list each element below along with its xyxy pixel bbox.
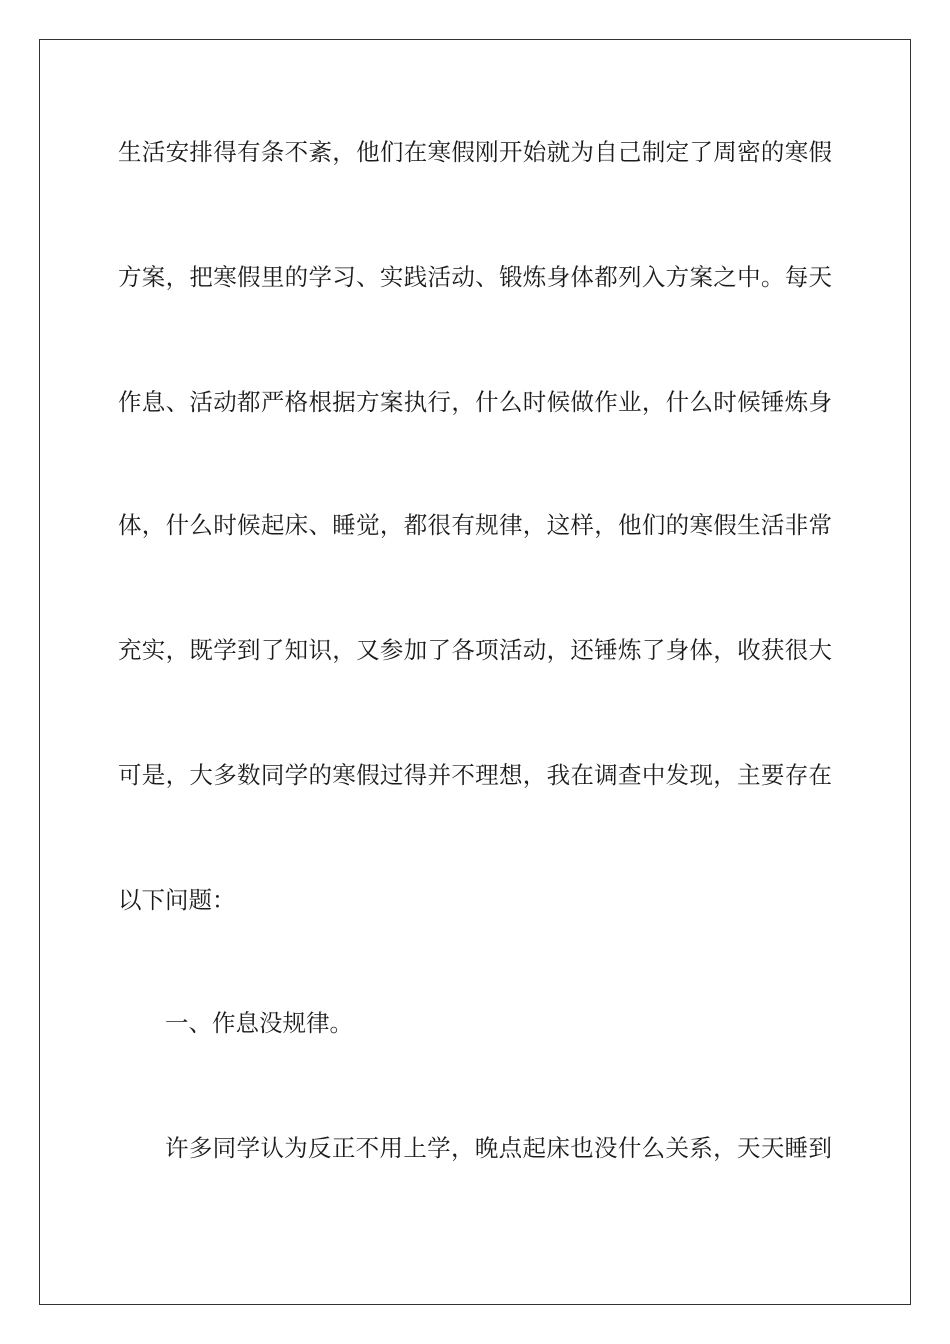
paragraph-line-2: 方案，把寒假里的学习、实践活动、锻炼身体都列入方案之中。每天 bbox=[118, 263, 832, 291]
paragraph-line-5: 充实，既学到了知识，又参加了各项活动，还锤炼了身体，收获很大 bbox=[118, 636, 832, 664]
paragraph-line-9: 许多同学认为反正不用上学，晚点起床也没什么关系，天天睡到 bbox=[165, 1134, 832, 1162]
paragraph-line-3: 作息、活动都严格根据方案执行，什么时候做作业，什么时候锤炼身 bbox=[118, 388, 832, 416]
page-border bbox=[39, 39, 911, 1305]
paragraph-line-7: 以下问题： bbox=[118, 886, 236, 914]
paragraph-line-4: 体，什么时候起床、睡觉，都很有规律，这样，他们的寒假生活非常 bbox=[118, 511, 832, 539]
paragraph-line-6: 可是，大多数同学的寒假过得并不理想，我在调查中发现，主要存在 bbox=[118, 761, 832, 789]
paragraph-line-1: 生活安排得有条不紊，他们在寒假刚开始就为自己制定了周密的寒假 bbox=[118, 138, 832, 166]
section-heading: 一、作息没规律。 bbox=[165, 1009, 353, 1037]
